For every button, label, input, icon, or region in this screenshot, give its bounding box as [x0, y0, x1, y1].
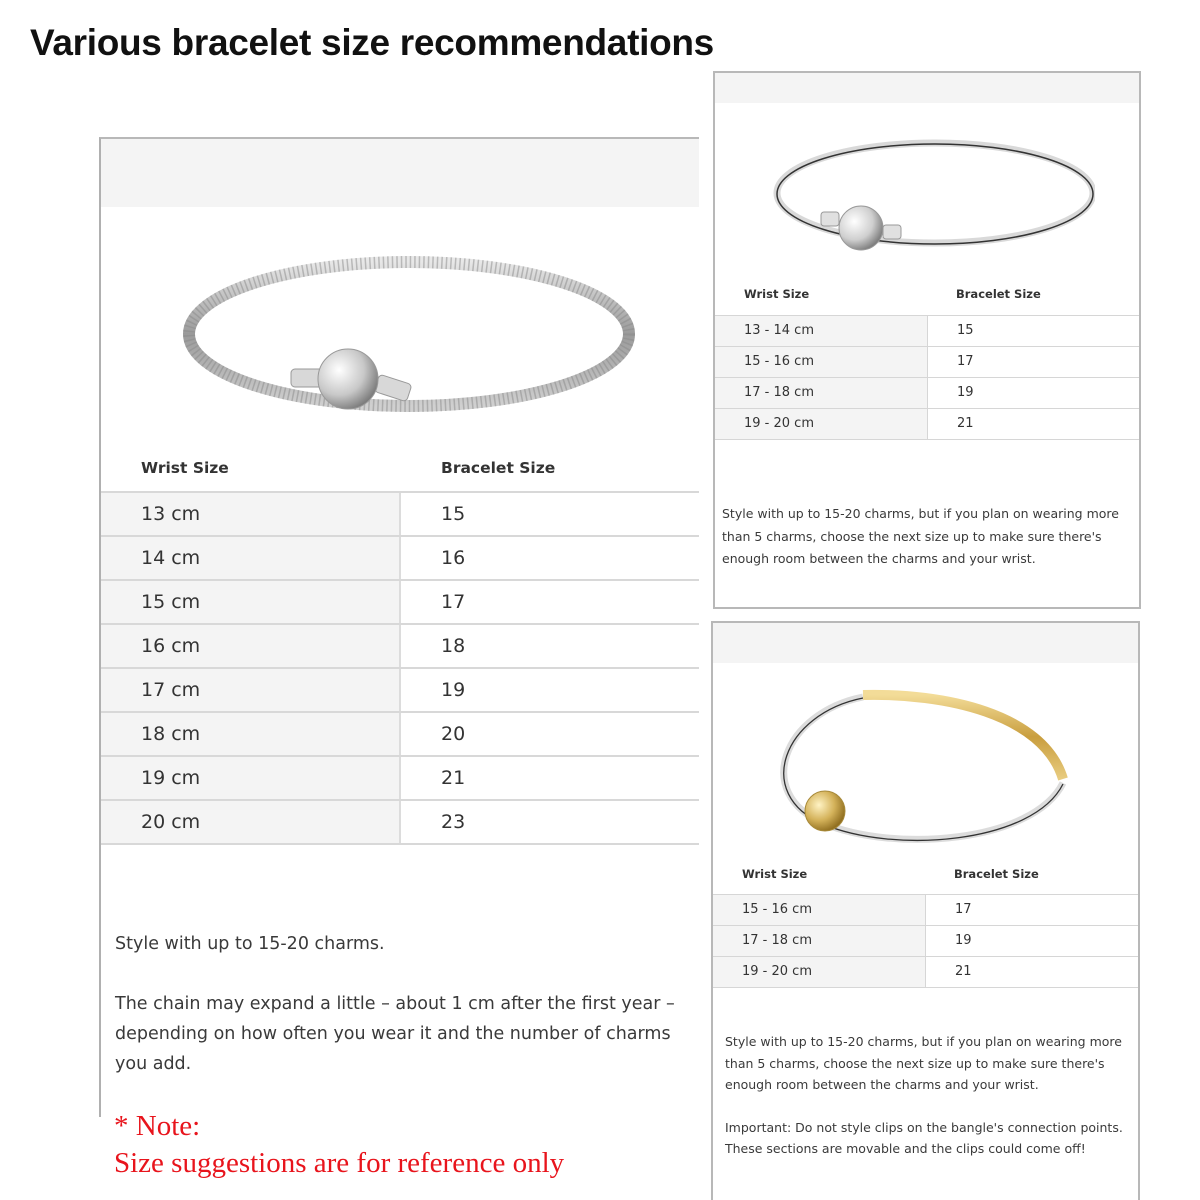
table-row: [101, 625, 699, 669]
wrist-size-cell: 13 - 14 cm: [715, 316, 928, 346]
chain-expansion-note: The chain may expand a little – about 1 cm after the first year – depending on how often you wear it and the number of charms you add.: [115, 994, 675, 1074]
disclaimer-heading: * Note:: [114, 1110, 201, 1142]
size-table-header: [713, 863, 1138, 897]
wrist-size-cell: 19 - 20 cm: [715, 409, 928, 439]
bangle-size-panel: [713, 71, 1141, 609]
size-table: [713, 894, 1138, 988]
wrist-size-cell: 18 cm: [101, 713, 401, 755]
bracelet-size-cell: 21: [955, 964, 972, 979]
snake-chain-bracelet-image: [161, 239, 641, 439]
size-table: [101, 491, 699, 845]
bangle-bracelet-image: [765, 128, 1095, 288]
wrist-size-cell: 15 cm: [101, 581, 401, 623]
wrist-size-cell: 15 - 16 cm: [715, 347, 928, 377]
page-title: Various bracelet size recommendations: [30, 22, 714, 63]
bracelet-size-cell: 19: [955, 933, 972, 948]
wrist-size-cell: 19 - 20 cm: [713, 957, 926, 987]
table-row: [101, 581, 699, 625]
bracelet-size-cell: 16: [441, 547, 466, 569]
wrist-size-header: Wrist Size: [744, 287, 810, 301]
two-tone-bangle-image: [763, 683, 1093, 858]
wrist-size-cell: 16 cm: [101, 625, 401, 667]
care-notes: [725, 1031, 1137, 1160]
table-row: [715, 409, 1139, 440]
table-row: [715, 378, 1139, 409]
charm-capacity-note: Style with up to 15-20 charms.: [115, 934, 385, 954]
snake-chain-size-panel: [99, 137, 699, 1117]
wrist-size-cell: 17 - 18 cm: [715, 378, 928, 408]
table-row: [101, 669, 699, 713]
bracelet-size-header: Bracelet Size: [441, 459, 556, 477]
bracelet-size-cell: 15: [957, 323, 974, 338]
table-row: [101, 493, 699, 537]
connection-points-warning: Important: Do not style clips on the bangle's connection points. These sections are movable and the clips could come off!: [725, 1119, 1123, 1156]
table-row: [715, 316, 1139, 347]
reference-disclaimer: [114, 1108, 564, 1182]
bracelet-size-cell: 23: [441, 811, 466, 833]
size-table: [715, 315, 1139, 440]
panel-header-band: [713, 623, 1138, 663]
bracelet-size-header: Bracelet Size: [954, 867, 1039, 881]
charm-capacity-note: Style with up to 15-20 charms, but if you plan on wearing more than 5 charms, choose the next size up to make sure there's enough room between the charms and your wrist.: [725, 1034, 1122, 1092]
size-table-header: [715, 283, 1139, 317]
wrist-size-cell: 17 - 18 cm: [713, 926, 926, 956]
wrist-size-cell: 20 cm: [101, 801, 401, 843]
bracelet-size-cell: 19: [957, 385, 974, 400]
disclaimer-text: Size suggestions are for reference only: [114, 1147, 565, 1179]
table-row: [101, 801, 699, 845]
care-notes: [115, 929, 695, 1079]
wrist-size-cell: 17 cm: [101, 669, 401, 711]
bracelet-size-header: Bracelet Size: [956, 287, 1041, 301]
bracelet-size-cell: 15: [441, 503, 466, 525]
bracelet-size-cell: 17: [955, 902, 972, 917]
bracelet-size-cell: 18: [441, 635, 466, 657]
wrist-size-header: Wrist Size: [742, 867, 808, 881]
wrist-size-header: Wrist Size: [141, 459, 229, 477]
wrist-size-cell: 13 cm: [101, 493, 401, 535]
charm-capacity-note: Style with up to 15-20 charms, but if you plan on wearing more than 5 charms, choose the next size up to make sure there's enough room between the charms and your wrist.: [722, 506, 1119, 566]
table-row: [713, 957, 1138, 988]
size-table-header: [101, 445, 699, 493]
bracelet-size-cell: 17: [957, 354, 974, 369]
wrist-size-cell: 19 cm: [101, 757, 401, 799]
two-tone-bangle-size-panel: [711, 621, 1140, 1200]
bracelet-size-cell: 21: [441, 767, 466, 789]
table-row: [101, 757, 699, 801]
panel-header-band: [101, 139, 699, 207]
table-row: [101, 713, 699, 757]
table-row: [713, 926, 1138, 957]
care-notes: [722, 503, 1137, 571]
bracelet-size-cell: 20: [441, 723, 466, 745]
table-row: [713, 895, 1138, 926]
panel-header-band: [715, 73, 1139, 103]
bracelet-size-cell: 19: [441, 679, 466, 701]
bracelet-size-cell: 21: [957, 416, 974, 431]
wrist-size-cell: 15 - 16 cm: [713, 895, 926, 925]
bracelet-size-cell: 17: [441, 591, 466, 613]
table-row: [101, 537, 699, 581]
wrist-size-cell: 14 cm: [101, 537, 401, 579]
table-row: [715, 347, 1139, 378]
